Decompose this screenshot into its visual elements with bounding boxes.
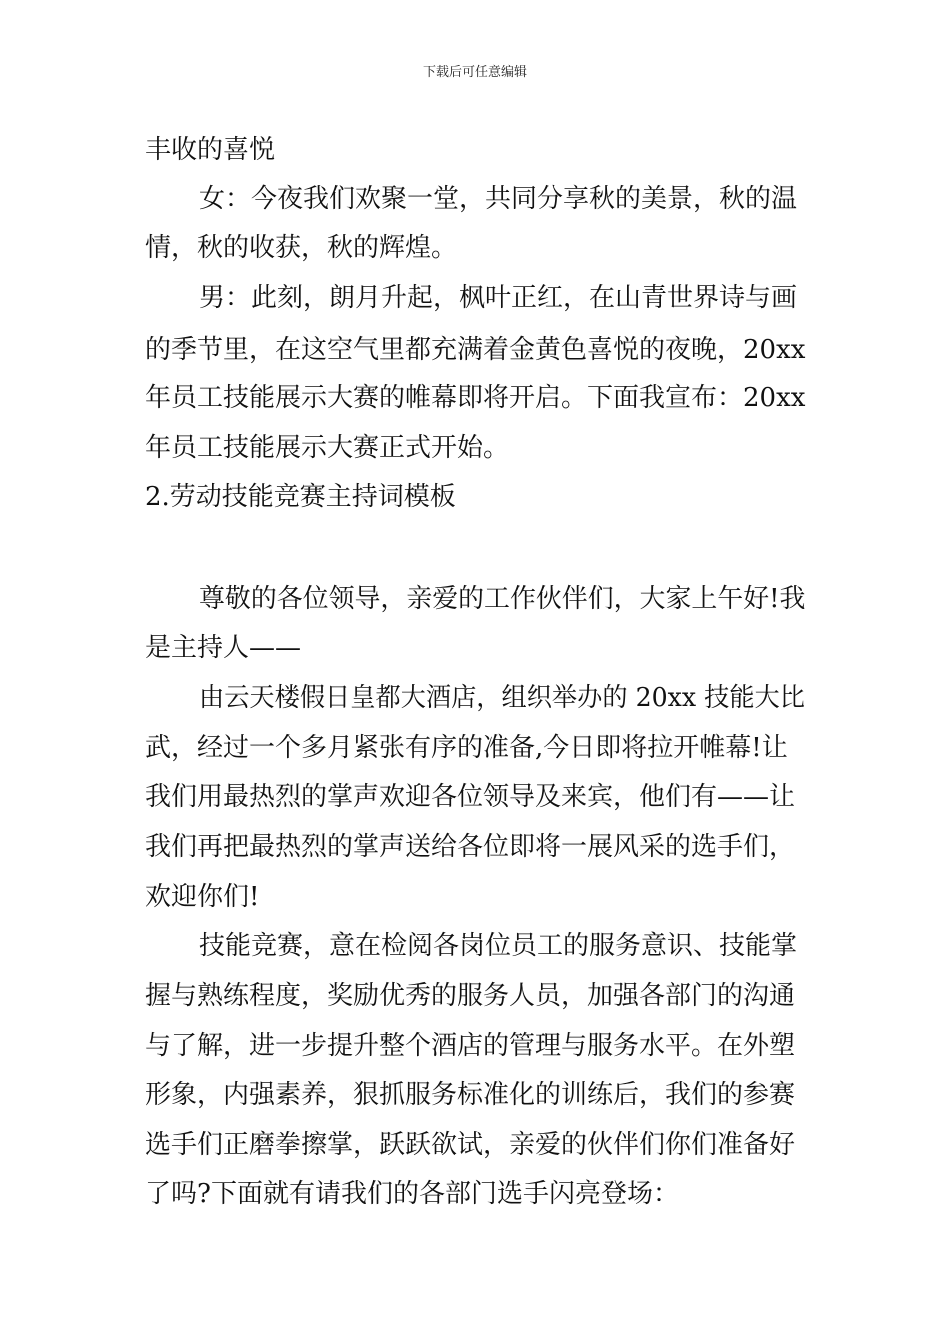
text-line: 的季节里，在这空气里都充满着金黄色喜悦的夜晚，20xx (145, 335, 806, 365)
text-line: 丰收的喜悦 (145, 135, 276, 165)
text-line: 武，经过一个多月紧张有序的准备,今日即将拉开帷幕!让 (145, 733, 788, 763)
text-line: 情，秋的收获，秋的辉煌。 (145, 233, 458, 263)
text-line: 握与熟练程度，奖励优秀的服务人员，加强各部门的沟通 (145, 981, 796, 1011)
text-line: 年员工技能展示大赛正式开始。 (145, 433, 510, 463)
text-line: 与了解，进一步提升整个酒店的管理与服务水平。在外塑 (145, 1031, 796, 1061)
text-line: 由云天楼假日皇都大酒店，组织举办的 20xx 技能大比 (199, 683, 805, 713)
text-line: 我们再把最热烈的掌声送给各位即将一展风采的选手们， (145, 832, 796, 862)
text-line: 尊敬的各位领导，亲爱的工作伙伴们，大家上午好!我 (199, 584, 806, 614)
text-line: 欢迎你们! (145, 882, 260, 912)
text-line: 男：此刻，朗月升起，枫叶正红，在山青世界诗与画 (199, 283, 798, 313)
section-heading: 2.劳动技能竞赛主持词模板 (145, 482, 456, 512)
text-line: 形象，内强素养，狠抓服务标准化的训练后，我们的参赛 (145, 1080, 796, 1110)
text-line: 年员工技能展示大赛的帷幕即将开启。下面我宣布：20xx (145, 383, 806, 413)
text-line: 技能竞赛，意在检阅各岗位员工的服务意识、技能掌 (199, 931, 798, 961)
text-line: 是主持人—— (145, 633, 302, 663)
page-header: 下载后可任意编辑 (422, 65, 527, 80)
text-line: 选手们正磨拳擦掌，跃跃欲试，亲爱的伙伴们你们准备好 (145, 1130, 796, 1160)
text-line: 我们用最热烈的掌声欢迎各位领导及来宾，他们有——让 (145, 782, 796, 812)
text-line: 女：今夜我们欢聚一堂，共同分享秋的美景，秋的温 (199, 184, 798, 214)
text-line: 了吗?下面就有请我们的各部门选手闪亮登场： (145, 1179, 679, 1209)
